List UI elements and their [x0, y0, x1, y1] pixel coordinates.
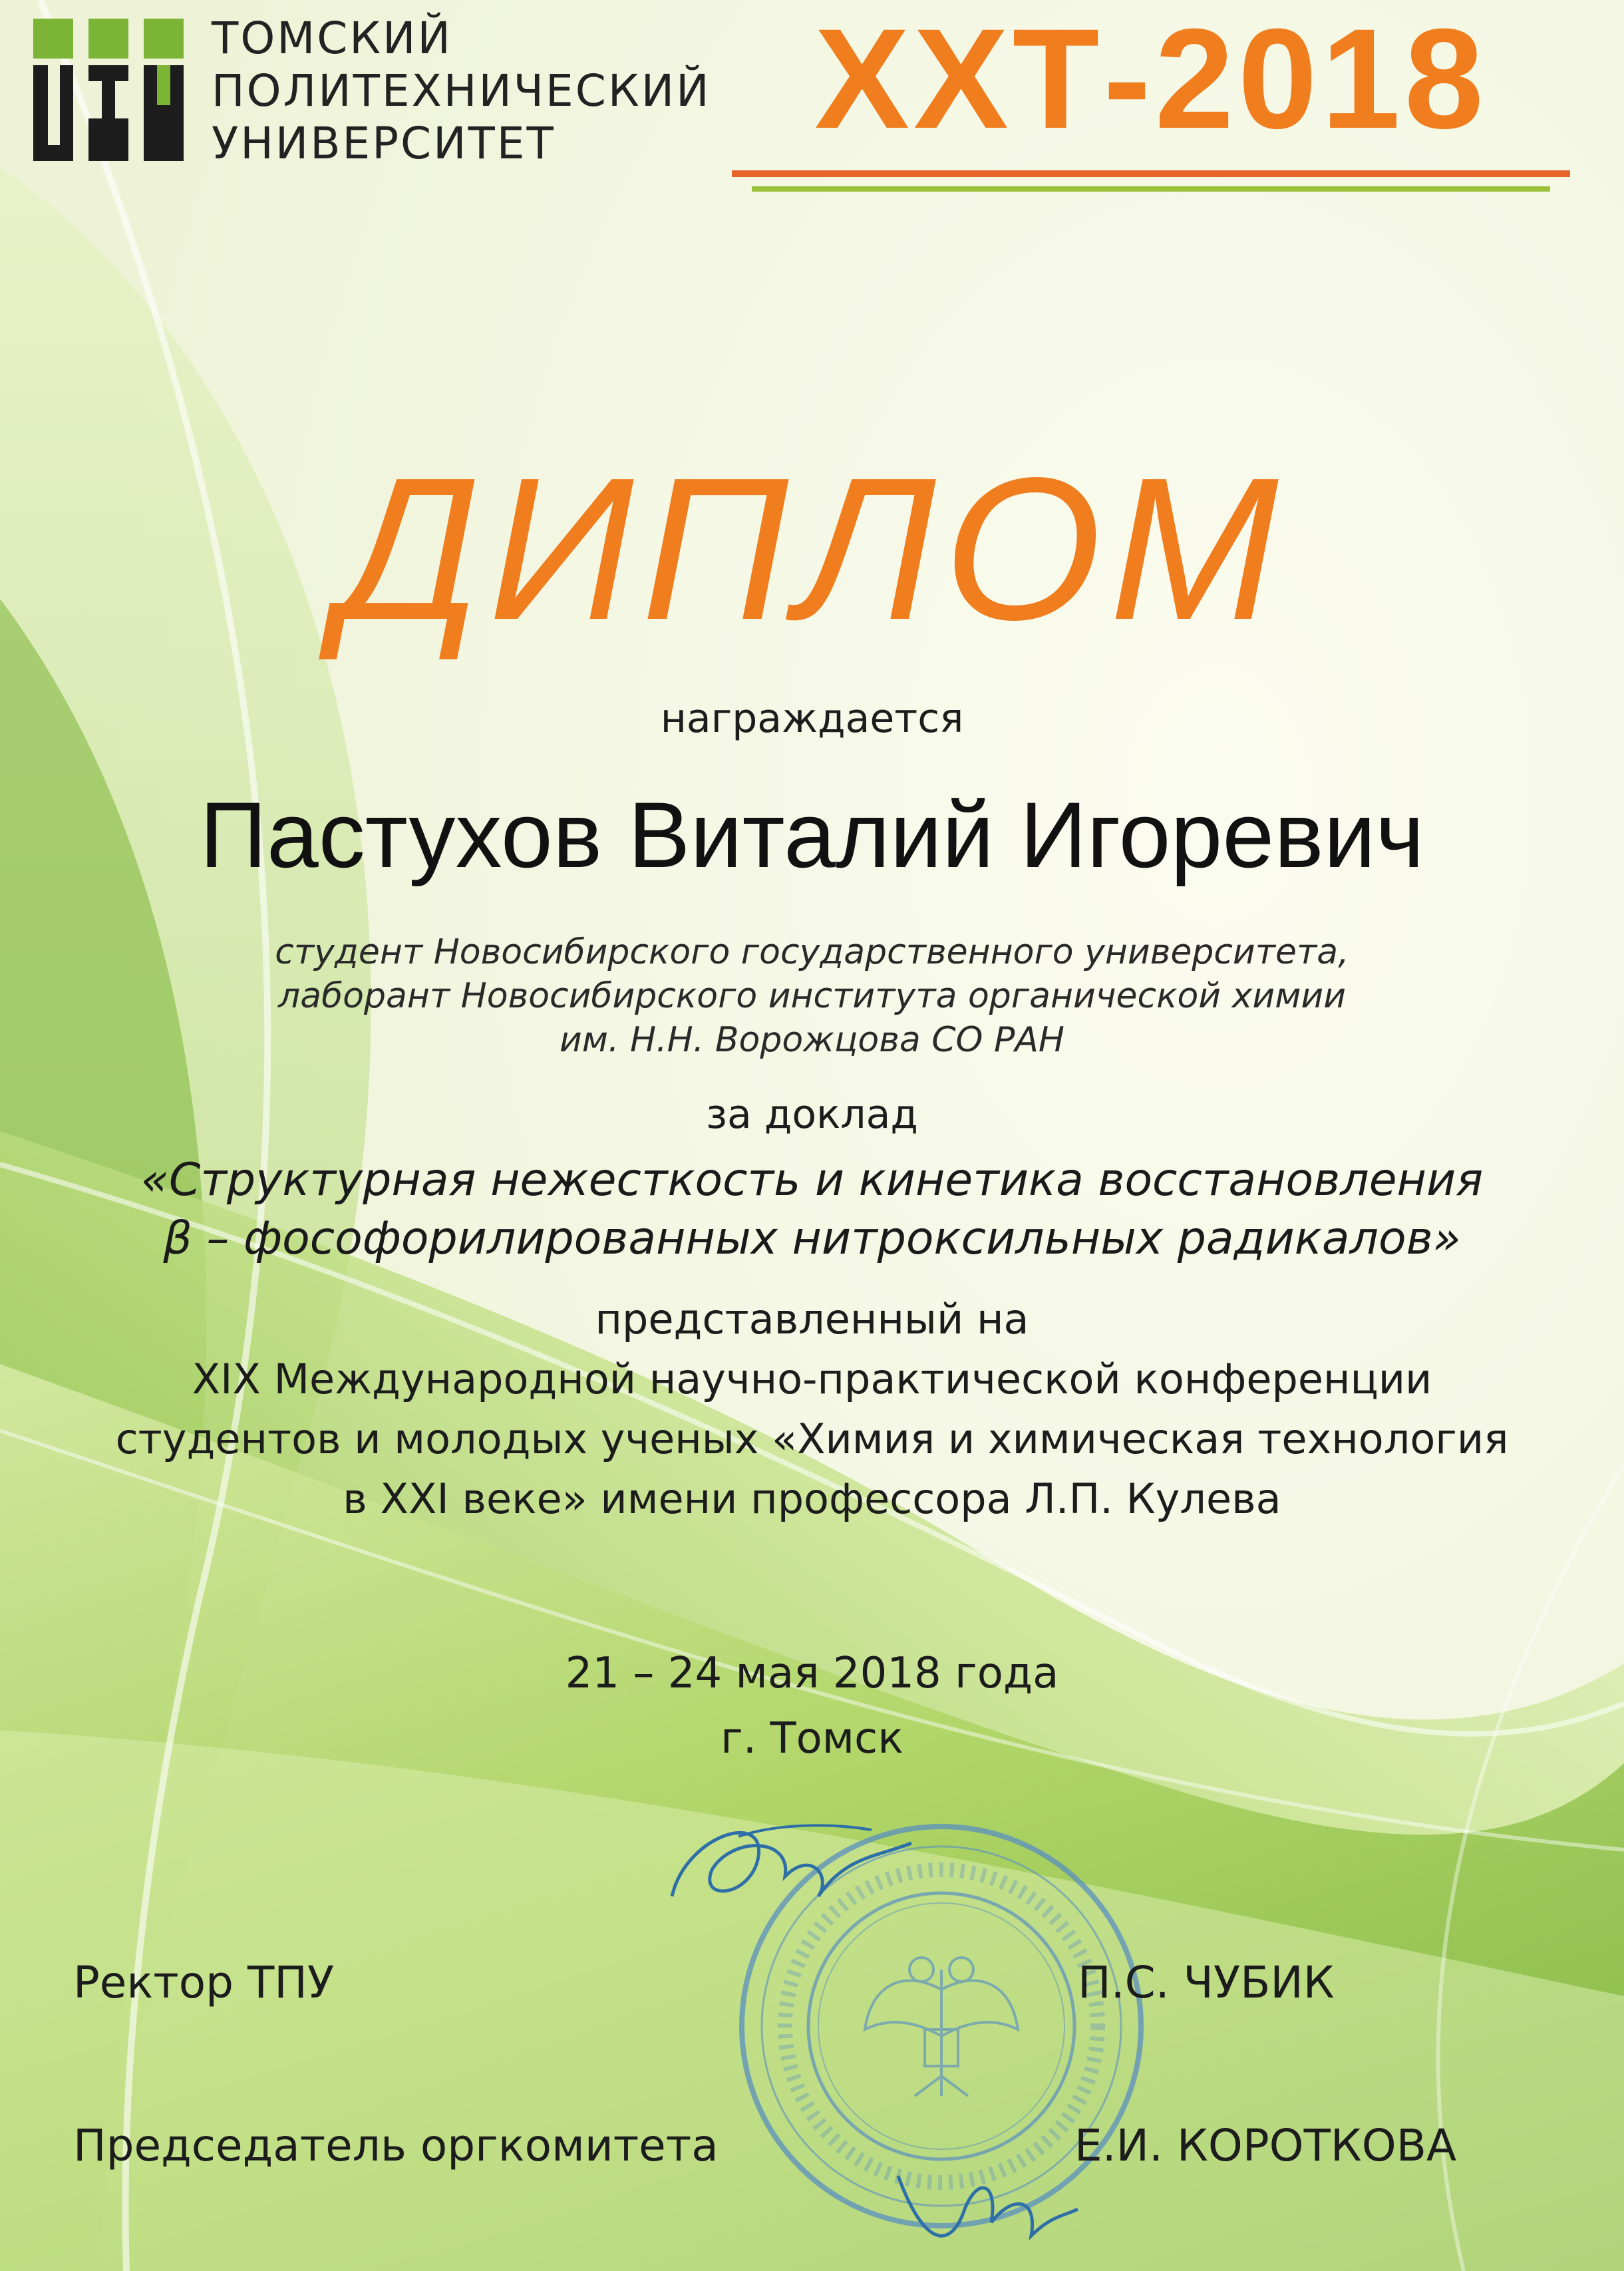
- event-dates: 21 – 24 мая 2018 года: [565, 1649, 1059, 1698]
- presented-line: студентов и молодых ученых «Химия и химическая технология: [115, 1415, 1509, 1463]
- awarded-label: награждается: [660, 695, 964, 742]
- report-title-line: β – фософорилированных нитроксильных радикалов»: [163, 1212, 1461, 1265]
- recipient-name: Пастухов Виталий Игоревич: [200, 783, 1424, 887]
- report-title-line: «Структурная нежесткость и кинетика восстановления: [140, 1154, 1484, 1206]
- affiliation-line: лаборант Новосибирского института органической химии: [277, 976, 1347, 1016]
- university-name: [212, 12, 711, 170]
- tpu-logo: [33, 19, 184, 161]
- diploma-title: ДИПЛОМ: [337, 435, 1287, 662]
- presented-line: представленный на: [595, 1295, 1029, 1343]
- presented-line: в XXI веке» имени профессора Л.П. Кулева: [343, 1475, 1281, 1523]
- signatory-name: П.С. ЧУБИК: [1078, 1957, 1335, 2008]
- university-name-line: ПОЛИТЕХНИЧЕСКИЙ: [212, 65, 711, 116]
- affiliation-line: студент Новосибирского государственного университета,: [275, 932, 1349, 972]
- presented-line: XIX Международной научно-практической конференции: [192, 1355, 1432, 1403]
- signatory-name: Е.И. КОРОТКОВА: [1074, 2120, 1457, 2171]
- event-city: г. Томск: [721, 1714, 903, 1763]
- signatory-role: Ректор ТПУ: [73, 1957, 335, 2008]
- event-code: ХХТ-2018: [814, 0, 1488, 158]
- orange-divider: [732, 170, 1570, 177]
- rector-signature: [659, 1797, 925, 1930]
- chairman-signature: [885, 2156, 1084, 2262]
- affiliation-line: им. Н.Н. Ворожцова СО РАН: [559, 1020, 1065, 1060]
- for-report-label: за доклад: [706, 1091, 918, 1138]
- university-name-line: ТОМСКИЙ: [212, 13, 452, 64]
- signatory-role: Председатель оргкомитета: [73, 2120, 719, 2171]
- university-name-line: УНИВЕРСИТЕТ: [212, 118, 556, 169]
- green-divider: [752, 186, 1550, 192]
